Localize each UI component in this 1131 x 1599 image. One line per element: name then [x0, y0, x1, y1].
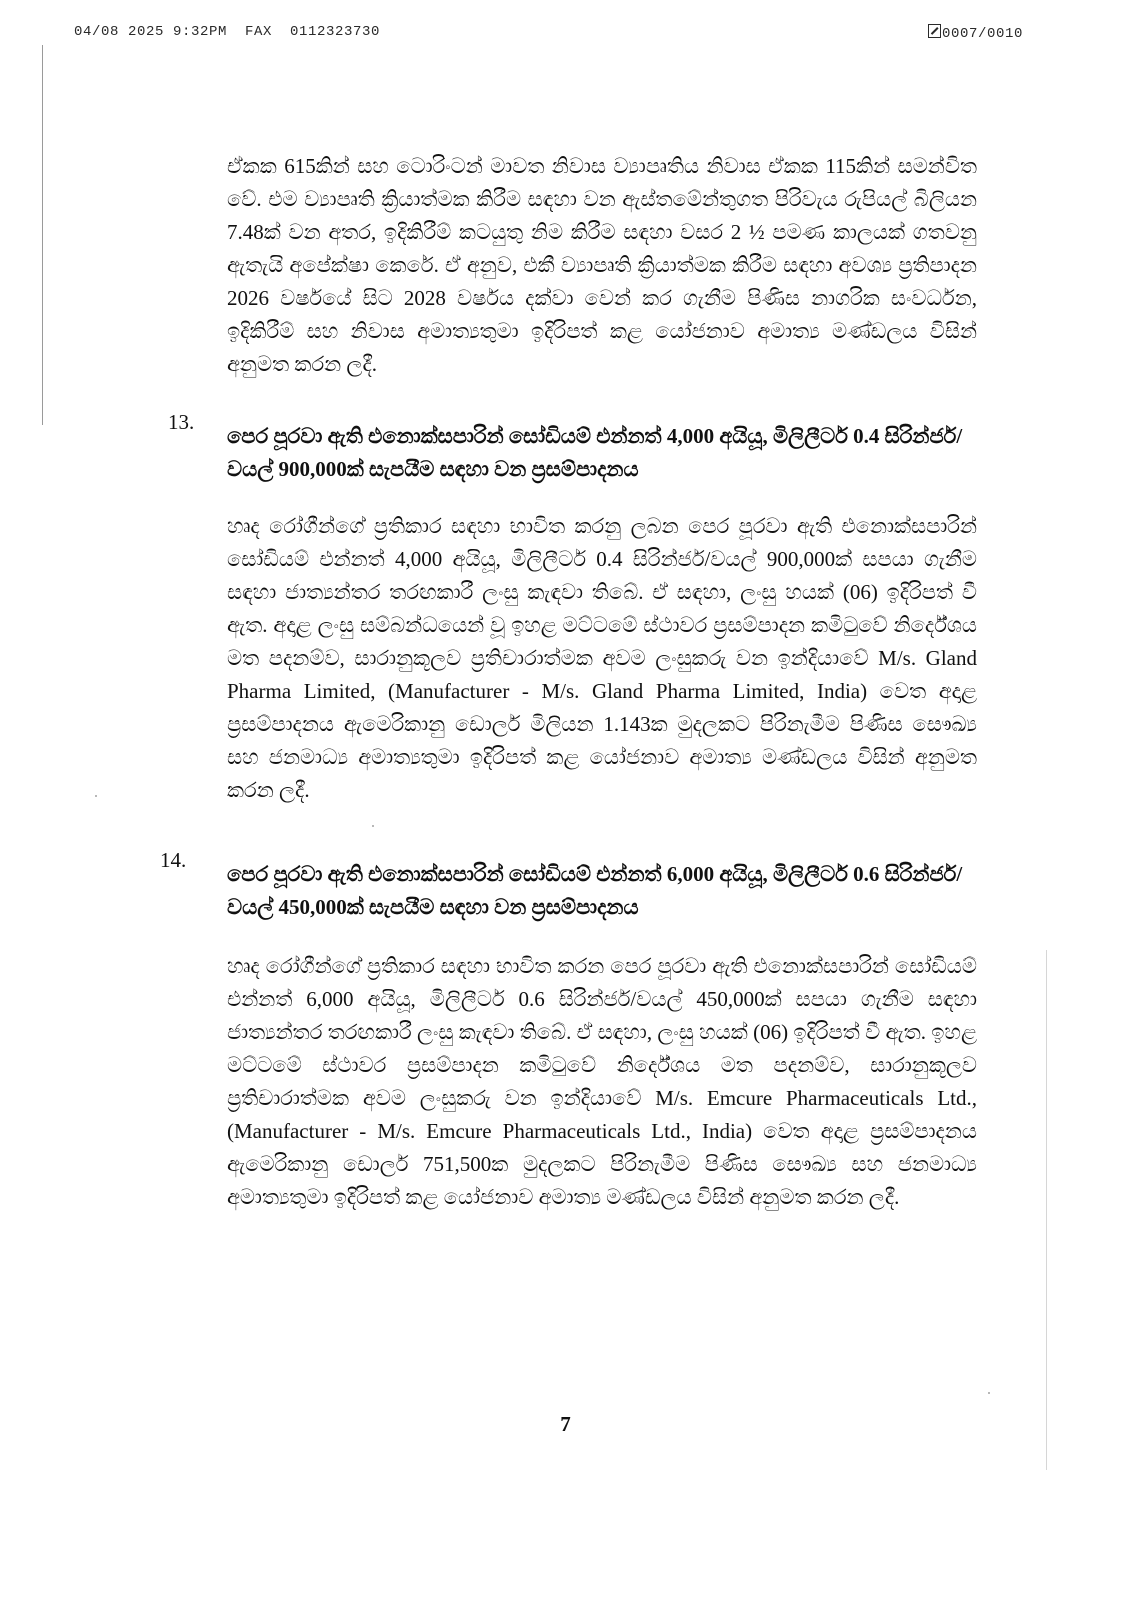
item-14-title: පෙර පූරවා ඇති එනොක්සපාරින් සෝඩියම් එන්නත් 6,000 අයියූ, මිලිලීටර් 0.6 සිරින්ජර්/වයල් 450,000ක් සැපයීම සඳහා වන ප්‍රසම්පාදනය — [227, 862, 963, 919]
page-number: 7 — [560, 1412, 571, 1436]
fax-transmission-info: 04/08 2025 9:32PM FAX 0112323730 — [74, 24, 381, 40]
item-13-title: පෙර පූරවා ඇති එනොක්සපාරින් සෝඩියම් එන්නත් 4,000 අයියූ, මිලිලීටර් 0.4 සිරින්ජර්/වයල් 900,000ක් සැපයීම සඳහා වන ප්‍රසම්පාදනය — [227, 424, 963, 481]
scan-edge-line — [1046, 950, 1047, 1470]
scan-margin-line — [42, 45, 43, 425]
fax-page-counter — [928, 24, 1023, 42]
item-13-number: 13. — [168, 410, 195, 434]
fax-page-count: 0007/0010 — [941, 26, 1023, 42]
fax-header — [74, 24, 1023, 46]
scan-speck — [372, 825, 374, 827]
item-14-number: 14. — [160, 848, 187, 872]
item-13-body: හෘද රෝගීන්ගේ ප්‍රතිකාර සඳහා භාවිත කරනු ලබන පෙර පූරවා ඇති එනොක්සපාරින් සෝඩියම් එන්නත් 4,000 අයියූ, මිලිලීටර් 0.4 සිරින්ජර්/වයල් 900,000ක් සපයා ගැනීම සඳහා ජාත්‍යන්තර තරඟකාරී ලංසු කැඳවා තිබේ. ඒ සඳහා, ලංසු හයක් (06) ඉදිරිපත් වී ඇත. අදාළ ලංසු සම්බන්ධයෙන් වූ ඉහළ මට්ටමේ ස්ථාවර ප්‍රසම්පාදන කමිටුවේ නිර්දේශය මත පදනම්ව, සාරානුකූලව ප්‍රතිචාරාත්මක අවම ලංසුකරු වන ඉන්දියාවේ M/s. Gland Pharma Limited, (Manufacturer - M/s. Gland Pharma Limited, India) වෙත අදාළ ප්‍රසම්පාදනය ඇමෙරිකානු ඩොලර් මිලියන 1.143ක මුදලකට පිරිනැමීම පිණිස සෞඛ්‍ය සහ ජනමාධ්‍ය අමාත්‍යතුමා ඉදිරිපත් කළ යෝජනාව අමාත්‍ය මණ්ඩලය විසින් අනුමත කරන ලදී. — [227, 514, 977, 802]
scan-speck — [95, 795, 97, 797]
intro-paragraph: ඒකක 615කින් සහ ටොරිංටන් මාවත නිවාස ව්‍යාපෘතිය නිවාස ඒකක 115කින් සමන්විත වේ. එම ව්‍යාපෘති ක්‍රියාත්මක කිරීම සඳහා වන ඇස්තමේන්තුගත පිරිවැය රුපියල් බිලියන 7.48ක් වන අතර, ඉදිකිරීම් කටයුතු නිම කිරීම සඳහා වසර 2 ½ පමණ කාලයක් ගතවනු ඇතැයි අපේක්ෂා කෙරේ. ඒ අනුව, එකී ව්‍යාපෘති ක්‍රියාත්මක කිරීම සඳහා අවශ්‍ය ප්‍රතිපාදන 2026 වර්ෂයේ සිට 2028 වර්ෂය දක්වා වෙන් කර ගැනීම පිණිස නාගරික සංවර්ධන, ඉදිකිරීම් සහ නිවාස අමාත්‍යතුමා ඉදිරිපත් කළ යෝජනාව අමාත්‍ය මණ්ඩලය විසින් අනුමත කරන ලදී. — [227, 154, 977, 376]
checkbox-icon — [928, 24, 941, 38]
item-14-body: හෘද රෝගීන්ගේ ප්‍රතිකාර සඳහා භාවිත කරන පෙර පූරවා ඇති එනොක්සපාරින් සෝඩියම් එන්නත් 6,000 අයියූ, මිලිලීටර් 0.6 සිරින්ජර්/වයල් 450,000ක් සපයා ගැනීම සඳහා ජාත්‍යන්තර තරඟකාරී ලංසු කැඳවා තිබේ. ඒ සඳහා, ලංසු හයක් (06) ඉදිරිපත් වී ඇත. ඉහළ මට්ටමේ ස්ථාවර ප්‍රසම්පාදන කමිටුවේ නිර්දේශය මත පදනම්ව, සාරානුකූලව ප්‍රතිචාරාත්මක අවම ලංසුකරු වන ඉන්දියාවේ M/s. Emcure Pharmaceuticals Ltd., (Manufacturer - M/s. Emcure Pharmaceuticals Ltd., India) වෙත අදාළ ප්‍රසම්පාදනය ඇමෙරිකානු ඩොලර් 751,500ක මුදලකට පිරිනැමීම පිණිස සෞඛ්‍ය සහ ජනමාධ්‍ය අමාත්‍යතුමා ඉදිරිපත් කළ යෝජනාව අමාත්‍ය මණ්ඩලය විසින් අනුමත කරන ලදී. — [227, 954, 977, 1209]
scan-speck — [988, 1392, 990, 1394]
